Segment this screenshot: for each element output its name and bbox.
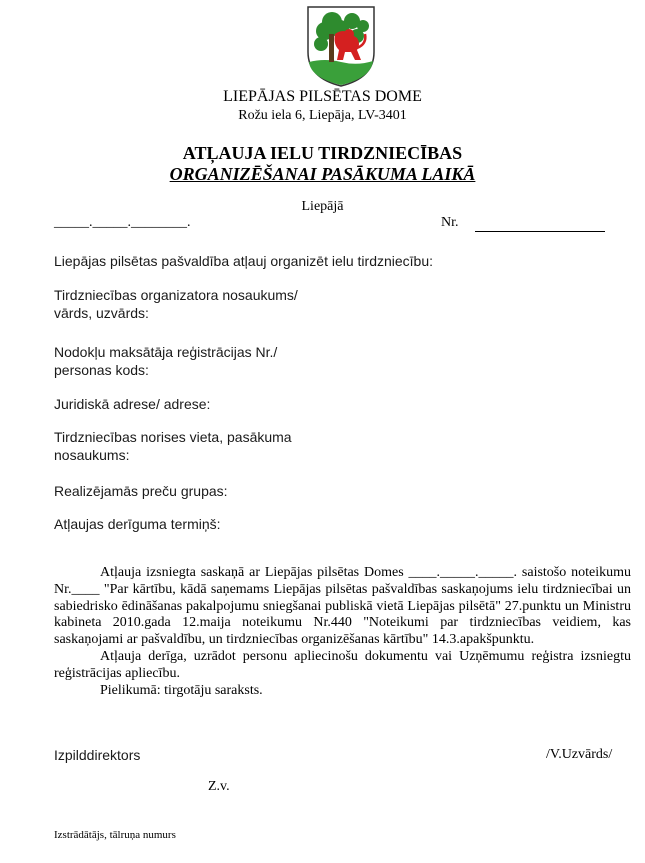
council-name: LIEPĀJAS PILSĒTAS DOME — [223, 88, 422, 105]
organizer-label-line1: Tirdzniecības organizatora nosaukums/ — [54, 287, 298, 303]
legal-basis-paragraph: Atļauja izsniegta saskaņā ar Liepājas pilsētas Domes ____._____._____. saistošo noteikumu Nr.____ "Par kārtību, kādā saņemams Liepājas pilsētas pašvaldības saskaņojums ielu tirdzniecībai un sabiedrisko ēdināšanas pakalpojumu sniegšanai publiskā vietā Liepājas pilsētā" 27.punktu un Ministru kabineta 2010.gada 12.maija noteikumu Nr.440 "Noteikumi par tirdzniecības veidiem, kas saskaņojami ar pašvaldību, un tirdzniecības organizēšanas kārtību" 14.3.apakšpunktu. — [54, 565, 631, 648]
location-label-line2: nosaukums: — [54, 447, 130, 463]
organizer-label — [54, 286, 298, 322]
location-label-line1: Tirdzniecības norises vieta, pasākuma — [54, 429, 292, 445]
number-blank-line — [475, 231, 605, 232]
organizer-label-line2: vārds, uzvārds: — [54, 305, 149, 321]
goods-group-label: Realizējamās preču grupas: — [54, 483, 228, 499]
issue-city: Liepājā — [301, 199, 344, 214]
liepaja-coat-of-arms-icon — [305, 4, 377, 88]
validity-condition-paragraph: Atļauja derīga, uzrādot personu apliecinošu dokumentu vai Uzņēmumu reģistra izsniegtu reģistrācijas apliecību. — [54, 648, 631, 681]
legal-address-label: Juridiskā adrese/ adrese: — [54, 396, 211, 412]
signatory-name: /V.Uzvārds/ — [546, 747, 613, 762]
taxpayer-label-line1: Nodokļu maksātāja reģistrācijas Nr./ — [54, 344, 278, 360]
location-label — [54, 428, 292, 464]
document-title: ATĻAUJA IELU TIRDZNIECĪBAS — [182, 143, 463, 163]
document-subtitle: ORGANIZĒŠANAI PASĀKUMA LAIKĀ — [169, 164, 476, 184]
prepared-by-note: Izstrādātājs, tālruņa numurs — [54, 829, 176, 841]
attachment-paragraph: Pielikumā: tirgotāju saraksts. — [100, 682, 263, 698]
date-blank: _____._____.________. — [54, 215, 191, 230]
number-label: Nr. — [441, 215, 459, 230]
intro-text: Liepājas pilsētas pašvaldība atļauj organizēt ielu tirdzniecību: — [54, 253, 434, 269]
stamp-placeholder: Z.v. — [208, 779, 230, 794]
council-address: Rožu iela 6, Liepāja, LV-3401 — [238, 108, 407, 123]
taxpayer-label — [54, 343, 277, 379]
permit-body — [54, 565, 631, 699]
validity-label: Atļaujas derīguma termiņš: — [54, 516, 221, 532]
taxpayer-label-line2: personas kods: — [54, 362, 149, 378]
signatory-position: Izpilddirektors — [54, 747, 141, 763]
